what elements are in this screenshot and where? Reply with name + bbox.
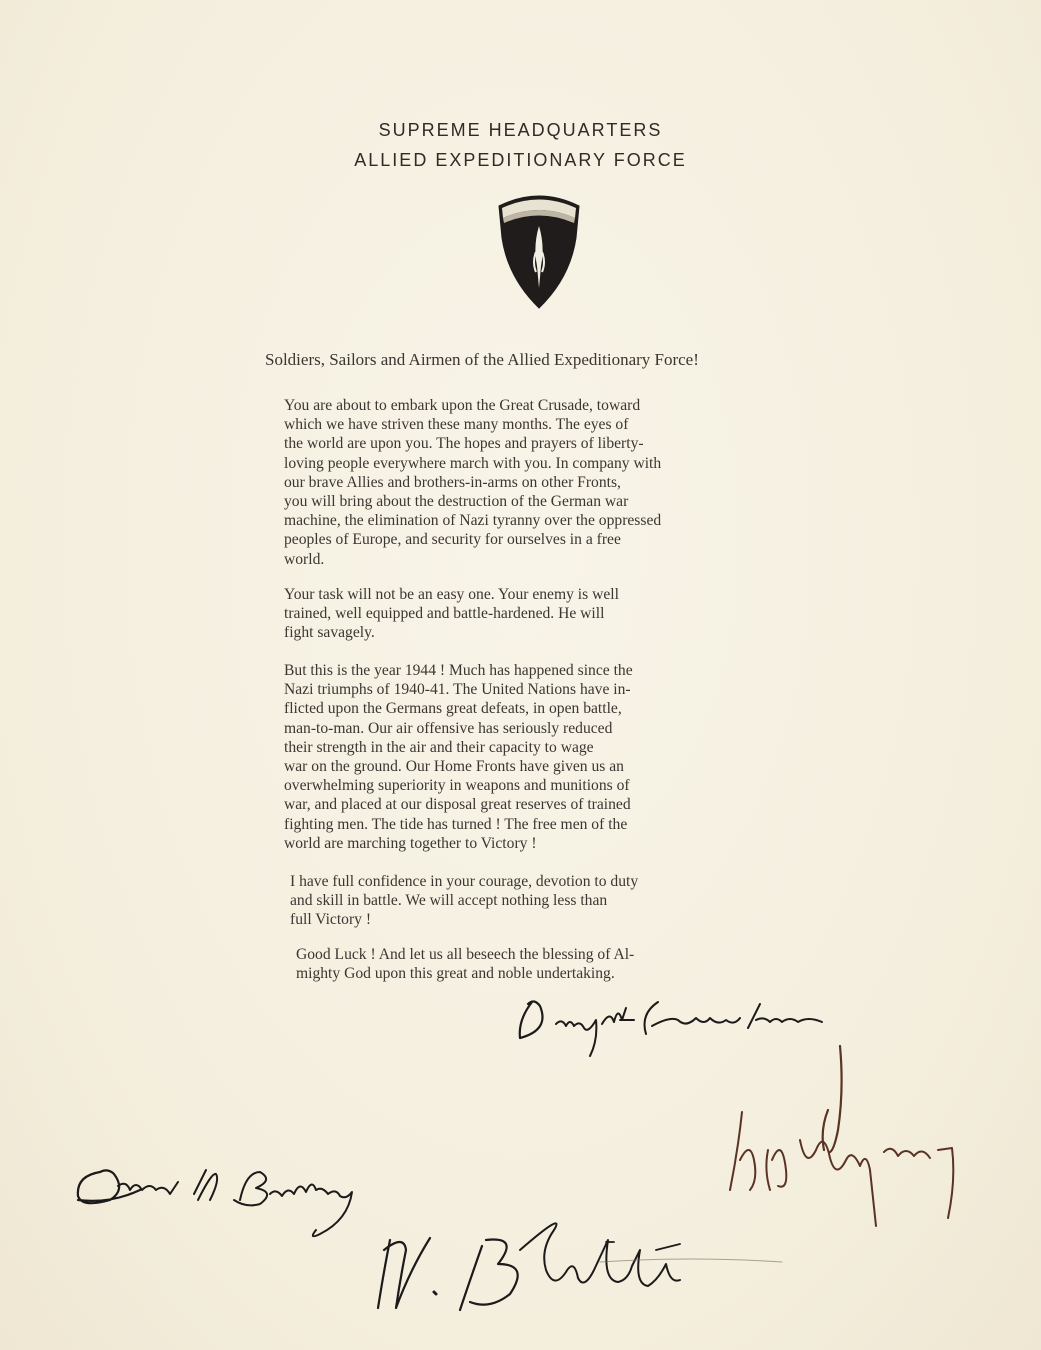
paragraph-line: trained, well equipped and battle-hardened. He will: [284, 605, 605, 623]
paragraph-line: man-to-man. Our air offensive has seriously reduced: [284, 719, 613, 737]
paragraph-line: world are marching together to Victory !: [284, 834, 537, 852]
paragraph-line: Nazi triumphs of 1940-41. The United Nations have in-: [284, 681, 631, 699]
paragraph-line: the world are upon you. The hopes and prayers of liberty-: [284, 435, 644, 453]
paragraph-line: our brave Allies and brothers-in-arms on other Fronts,: [284, 473, 621, 491]
paragraph-line: But this is the year 1944 ! Much has happened since the: [284, 662, 633, 679]
paragraph-4: [290, 872, 790, 930]
header-line-2: ALLIED EXPEDITIONARY FORCE: [354, 150, 687, 170]
paragraph-line: and skill in battle. We will accept nothing less than: [290, 892, 608, 910]
paragraph-line: machine, the elimination of Nazi tyranny over the oppressed: [284, 512, 662, 530]
paragraph-line: which we have striven these many months. The eyes of: [284, 416, 629, 434]
paragraph-line: I have full confidence in your courage, devotion to duty: [290, 873, 639, 890]
paragraph-5: [296, 945, 796, 983]
paragraph-line: war on the ground. Our Home Fronts have given us an: [284, 758, 624, 776]
paragraph-line: war, and placed at our disposal great reserves of trained: [284, 796, 631, 814]
paragraph-line: full Victory !: [290, 911, 372, 929]
salutation: Soldiers, Sailors and Airmen of the Allied Expeditionary Force!: [265, 350, 699, 369]
paragraph-line: their strength in the air and their capacity to wage: [284, 738, 594, 756]
shaef-shoulder-emblem: [496, 192, 582, 310]
header-line-1: SUPREME HEADQUARTERS: [378, 120, 663, 140]
paragraph-line: loving people everywhere march with you. In company with: [284, 454, 662, 472]
paragraph-line: You are about to embark upon the Great Crusade, toward: [284, 397, 641, 414]
paragraph-line: overwhelming superiority in weapons and munitions of: [284, 777, 630, 795]
bradley-signature: [70, 1160, 370, 1250]
paragraph-line: you will bring about the destruction of the German war: [284, 493, 629, 511]
paragraph-line: fighting men. The tide has turned ! The free men of the: [284, 815, 628, 833]
paragraph-3: [284, 661, 784, 853]
paragraph-line: world.: [284, 550, 325, 568]
paragraph-line: Your task will not be an easy one. Your enemy is well: [284, 586, 619, 603]
paragraph-line: fight savagely.: [284, 624, 375, 642]
paragraph-1: [284, 396, 784, 569]
paragraph-line: mighty God upon this great and noble undertaking.: [296, 965, 615, 983]
paragraph-line: peoples of Europe, and security for ourselves in a free: [284, 531, 621, 549]
paragraph-line: flicted upon the Germans great defeats, in open battle,: [284, 700, 622, 718]
smith-signature: [370, 1210, 790, 1325]
paragraph-2: [284, 585, 784, 643]
paragraph-line: Good Luck ! And let us all beseech the blessing of Al-: [296, 946, 635, 963]
